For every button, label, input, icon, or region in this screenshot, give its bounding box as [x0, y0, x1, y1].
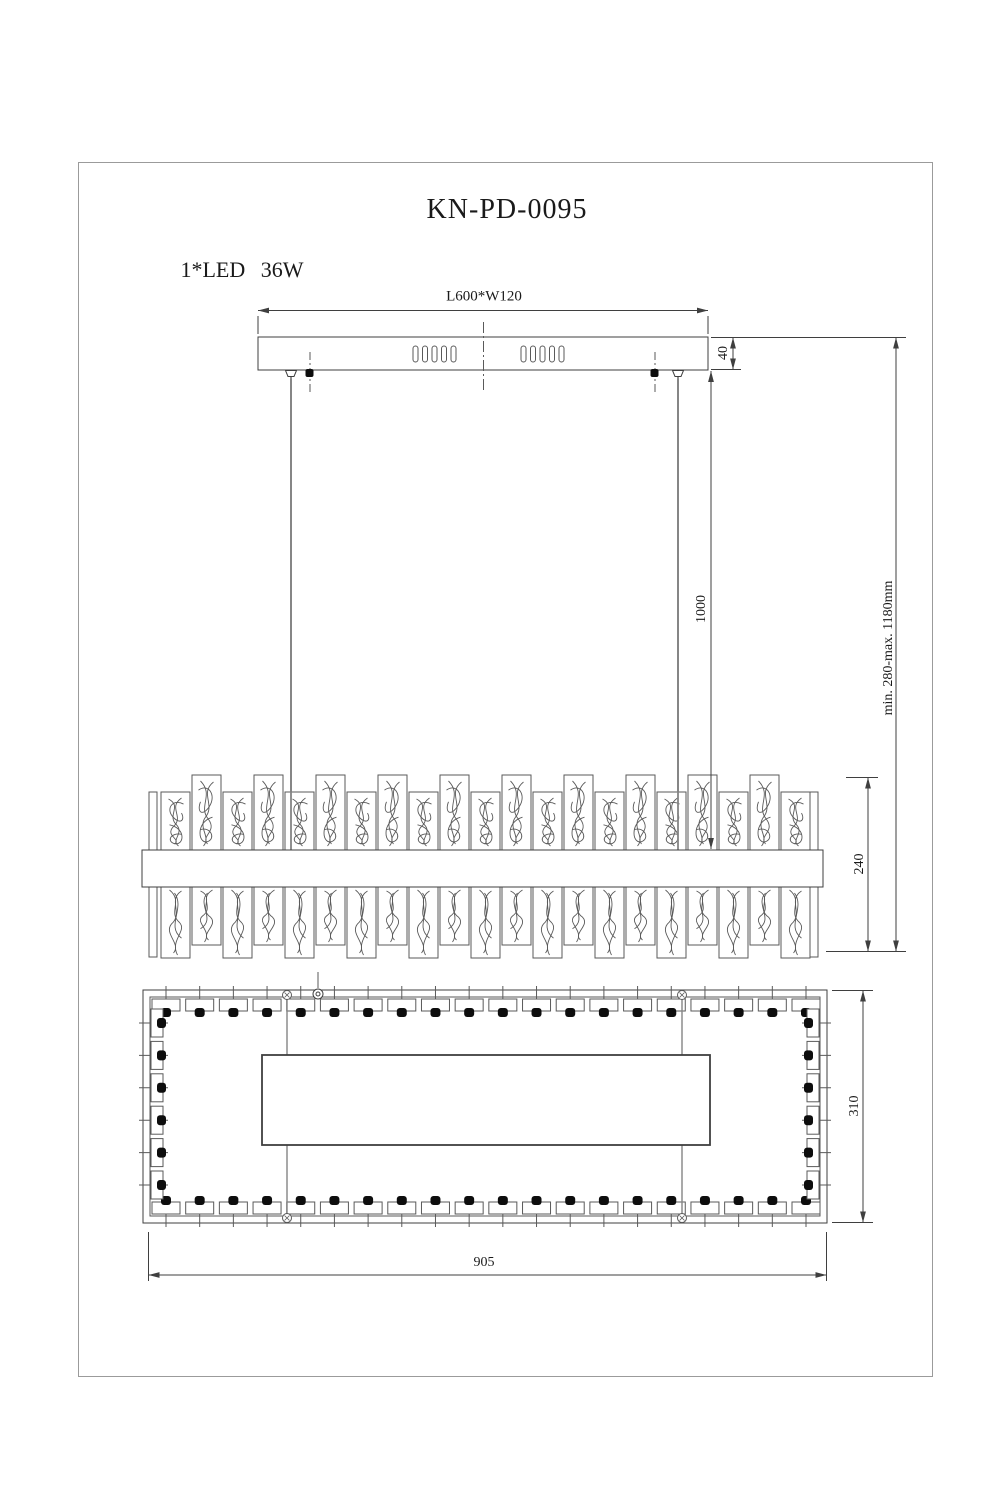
- ceiling-canopy: [258, 322, 708, 394]
- canopy-height-dimension-label: 40: [716, 346, 731, 360]
- lamp-spec-label: 1*LED 36W: [180, 257, 304, 282]
- chandelier-body: [142, 379, 823, 958]
- canopy-size-dimension-label: L600*W120: [446, 288, 522, 305]
- model-number-title: KN-PD-0095: [426, 194, 588, 225]
- top-view: [139, 972, 831, 1227]
- cable-length-dimension-label: 1000: [694, 595, 709, 623]
- body-depth-dimension-label: 310: [847, 1095, 862, 1117]
- body-length-dimension-label: 905: [473, 1255, 495, 1270]
- suspension-wires: [291, 377, 678, 850]
- body-height-dimension-label: 240: [852, 853, 867, 875]
- suspension-range-dimension-label: min. 280-max. 1180mm: [881, 580, 896, 716]
